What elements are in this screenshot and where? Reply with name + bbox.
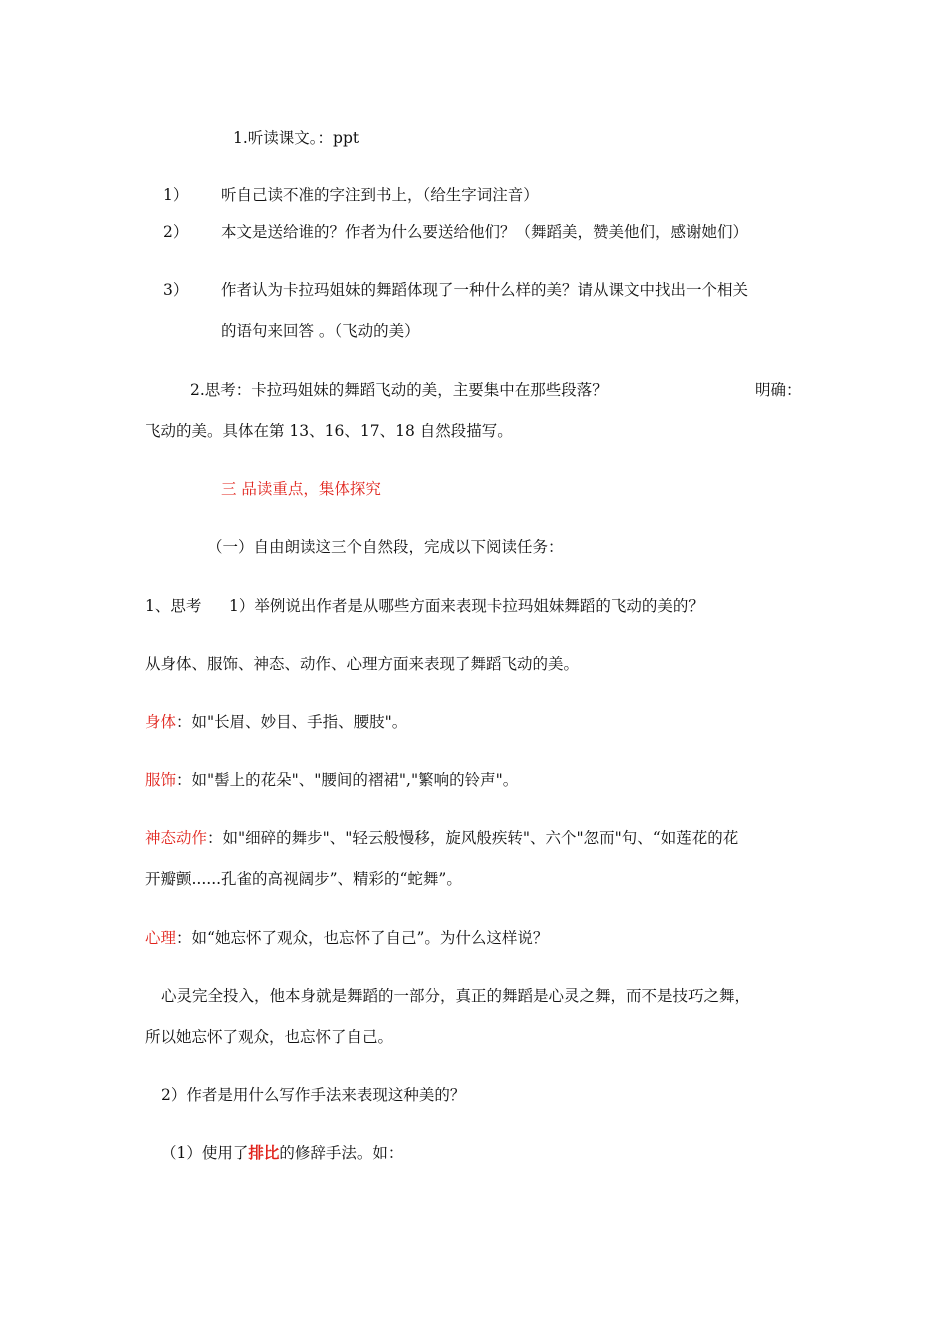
body-text: ：如"长眉、妙目、手指、腰肢"。 — [176, 713, 408, 731]
manner-text-line1: ：如"细碎的舞步"、"轻云般慢移，旋风般疾转"、六个"忽而"句、“如莲花的花 — [207, 829, 739, 847]
dress-text: ：如"髻上的花朵"、"腰间的褶裙","繁响的铃声"。 — [176, 771, 519, 789]
section-3-heading: 三 品读重点，集体探究 — [221, 480, 381, 498]
think-2-line1: 2.思考：卡拉玛姐妹的舞蹈飞动的美，主要集中在那些段落？ — [190, 381, 608, 399]
question-1-text: 听自己读不准的字注到书上，（给生字词注音） — [221, 186, 539, 204]
question-1-number: 1） — [163, 186, 189, 204]
question-2-text: 本文是送给谁的？作者为什么要送给他们？（舞蹈美，赞美他们，感谢她们） — [221, 223, 749, 241]
think-question-1: 1）举例说出作者是从哪些方面来表现卡拉玛姐妹舞蹈的飞动的美的？ — [229, 597, 704, 615]
mind-label: 心理 — [145, 929, 177, 947]
think-2-answer-label: 明确： — [755, 381, 802, 399]
listen-heading: 1.听读课文。：ppt — [233, 129, 360, 147]
question-3-text-line1: 作者认为卡拉玛姐妹的舞蹈体现了一种什么样的美？请从课文中找出一个相关 — [221, 281, 749, 299]
sub-section-1: （一）自由朗读这三个自然段，完成以下阅读任务： — [207, 538, 564, 556]
method-1-prefix: （1）使用了 — [161, 1144, 249, 1162]
method-question: 2）作者是用什么写作手法来表现这种美的？ — [161, 1086, 466, 1104]
question-3-text-line2: 的语句来回答 。（飞动的美） — [221, 322, 420, 340]
manner-line1 — [145, 828, 738, 848]
method-1-line — [161, 1143, 403, 1163]
body-line — [145, 712, 407, 732]
mind-answer-line1: 心灵完全投入，他本身就是舞蹈的一部分，真正的舞蹈是心灵之舞，而不是技巧之舞， — [161, 987, 751, 1005]
mind-text: ：如“她忘怀了观众，也忘怀了自己”。为什么这样说？ — [176, 929, 549, 947]
mind-line — [145, 928, 548, 948]
method-1-suffix: 的修辞手法。如： — [279, 1144, 404, 1162]
manner-text-line2: 开瓣颤......孔雀的高视阔步”、精彩的“蛇舞”。 — [145, 870, 462, 888]
dress-label: 服饰 — [145, 771, 177, 789]
question-3-number: 3） — [163, 281, 189, 299]
manner-label: 神态动作 — [145, 829, 208, 847]
think-label: 1、思考 — [145, 597, 202, 615]
think-2-line2: 飞动的美。具体在第 13、16、17、18 自然段描写。 — [145, 422, 513, 440]
body-label: 身体 — [145, 713, 177, 731]
mind-answer-line2: 所以她忘怀了观众，也忘怀了自己。 — [145, 1028, 394, 1046]
answer-1: 从身体、服饰、神态、动作、心理方面来表现了舞蹈飞动的美。 — [145, 655, 580, 673]
question-2-number: 2） — [163, 223, 189, 241]
method-1-keyword: 排比 — [248, 1143, 280, 1162]
dress-line — [145, 770, 518, 790]
